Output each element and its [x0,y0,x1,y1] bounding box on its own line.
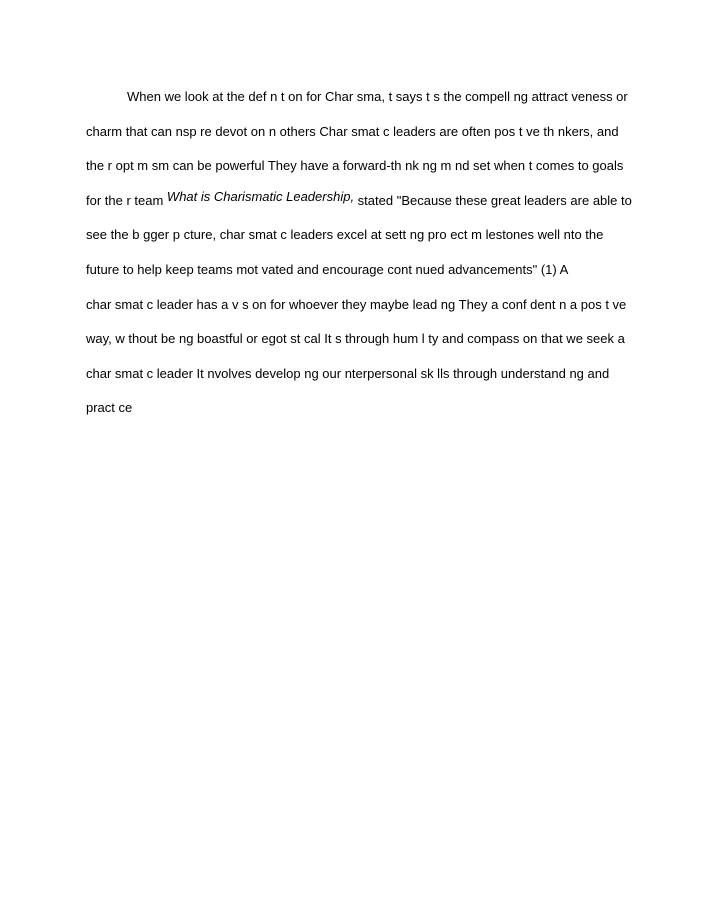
document-body [86,80,646,426]
article-title: What is Charismatic Leadership, [166,188,355,204]
line-text-after-title: stated "Because these great leaders are able to [354,192,632,208]
paragraph-line: way, w thout be ng boastful or egot st cal It s through hum l ty and compass on that we seek a [86,331,625,347]
paragraph-line-with-title [86,184,646,219]
line-text-before-title: for the r team [86,192,167,208]
paragraph-line: the r opt m sm can be powerful They have a forward-th nk ng m nd set when t comes to goals [86,158,624,174]
paragraph-line: charm that can nsp re devot on n others Char smat c leaders are often pos t ve th nkers, and [86,123,619,139]
paragraph-line: char smat c leader It nvolves develop ng our nterpersonal sk lls through understand ng and [86,365,610,381]
paragraph-line: see the b gger p cture, char smat c leaders excel at sett ng pro ect m lestones well nto the [86,227,604,243]
paragraph-line: When we look at the def n t on for Char sma, t says t s the compell ng attract veness or [127,89,628,104]
paragraph-line: pract ce [86,400,133,416]
paragraph-line: char smat c leader has a v s on for whoever they maybe lead ng They a conf dent n a pos t ve [86,296,627,312]
paragraph-line: future to help keep teams mot vated and encourage cont nued advancements" (1) A [86,261,569,277]
